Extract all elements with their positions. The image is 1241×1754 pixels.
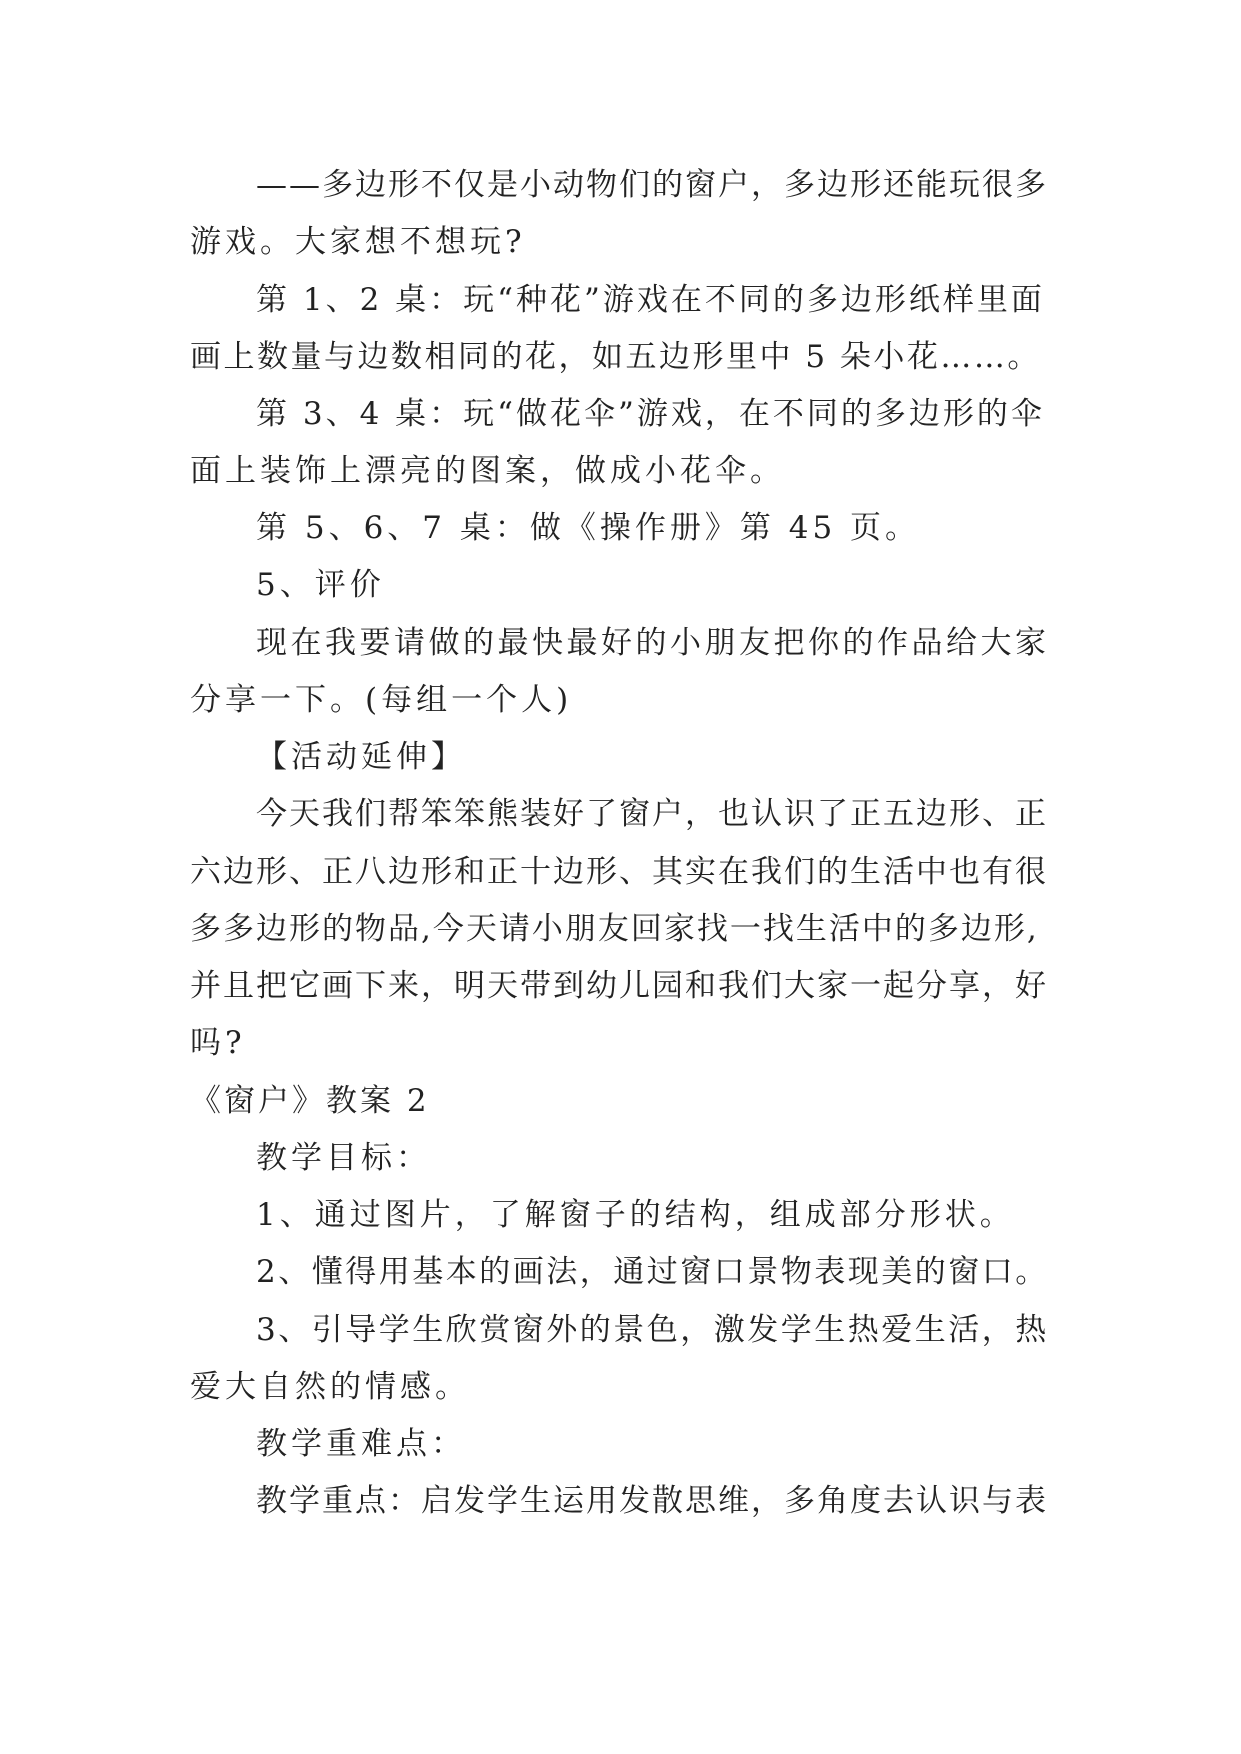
- text-line: 1、通过图片，了解窗子的结构，组成部分形状。: [256, 1197, 1015, 1233]
- text-line: 3、引导学生欣赏窗外的景色，激发学生热爱生活，热: [256, 1312, 1049, 1348]
- text-line: 面上装饰上漂亮的图案，做成小花伞。: [190, 453, 785, 489]
- text-line: 分享一下。(每组一个人): [190, 682, 573, 718]
- section-heading: 教学重难点：: [256, 1426, 466, 1462]
- text-line: ——多边形不仅是小动物们的窗户，多边形还能玩很多: [256, 167, 1048, 203]
- text-line: 第 3、4 桌：玩“做花伞”游戏，在不同的多边形的伞: [256, 396, 1045, 432]
- text-line: 第 1、2 桌：玩“种花”游戏在不同的多边形纸样里面: [256, 282, 1045, 318]
- section-heading: 教学目标：: [256, 1140, 431, 1176]
- section-heading: 5、评价: [256, 567, 385, 603]
- section-heading: 【活动延伸】: [256, 739, 466, 775]
- text-line: 多多边形的物品,今天请小朋友回家找一找生活中的多边形,: [190, 911, 1039, 947]
- text-line: 爱大自然的情感。: [190, 1369, 470, 1405]
- text-line: 第 5、6、7 桌：做《操作册》第 45 页。: [256, 510, 921, 546]
- text-line: 六边形、正八边形和正十边形、其实在我们的生活中也有很: [190, 854, 1048, 890]
- text-line: 画上数量与边数相同的花，如五边形里中 5 朵小花……。: [190, 339, 1041, 375]
- text-line: 现在我要请做的最快最好的小朋友把你的作品给大家: [256, 625, 1050, 661]
- text-line: 今天我们帮笨笨熊装好了窗户，也认识了正五边形、正: [256, 796, 1048, 832]
- text-line: 教学重点：启发学生运用发散思维，多角度去认识与表: [256, 1483, 1048, 1519]
- text-line: 游戏。大家想不想玩?: [190, 224, 526, 260]
- document-title: 《窗户》教案 2: [190, 1083, 430, 1119]
- text-line: 吗?: [190, 1025, 246, 1061]
- text-line: 并且把它画下来，明天带到幼儿园和我们大家一起分享，好: [190, 968, 1048, 1004]
- text-line: 2、懂得用基本的画法，通过窗口景物表现美的窗口。: [256, 1254, 1049, 1290]
